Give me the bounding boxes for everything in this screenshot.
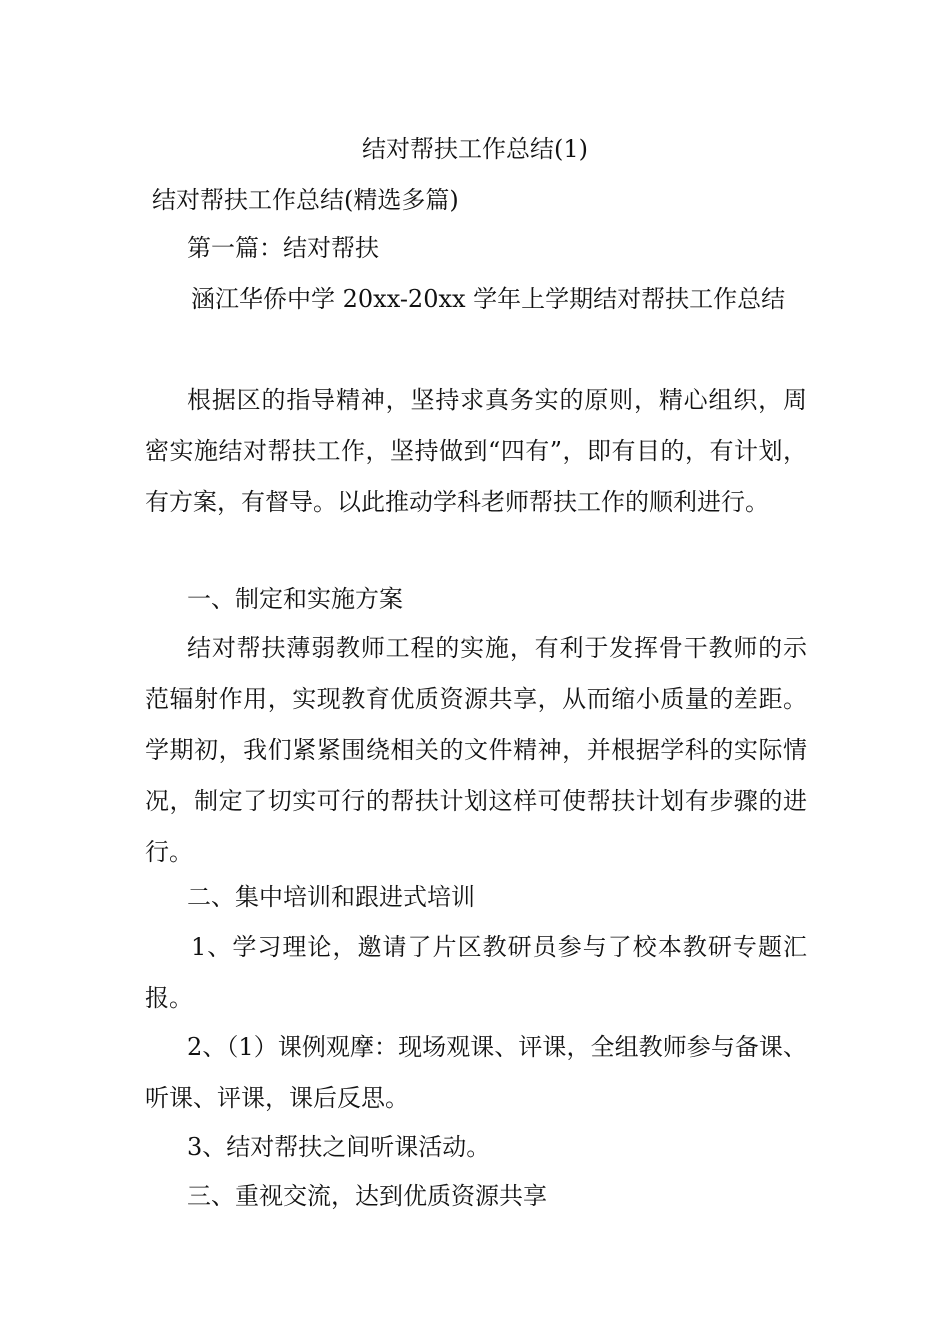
document-subtitle: 结对帮扶工作总结(精选多篇) xyxy=(152,186,459,214)
report-title: 涵江华侨中学 20xx-20xx 学年上学期结对帮扶工作总结 xyxy=(191,285,786,313)
item-3: 3、结对帮扶之间听课活动。 xyxy=(187,1133,491,1161)
section-2-heading: 二、集中培训和跟进式培训 xyxy=(187,883,475,911)
document-title: 结对帮扶工作总结(1) xyxy=(362,135,588,163)
intro-paragraph: 根据区的指导精神，坚持求真务实的原则，精心组织，周密实施结对帮扶工作，坚持做到“四有”，即有目的，有计划，有方案，有督导。以此推动学科老师帮扶工作的顺利进行。 xyxy=(145,386,807,516)
item-2: 2、（1）课例观摩：现场观课、评课，全组教师参与备课、听课、评课，课后反思。 xyxy=(145,1033,807,1112)
item-1: 1、学习理论，邀请了片区教研员参与了校本教研专题汇报。 xyxy=(145,933,807,1012)
section-1-heading: 一、制定和实施方案 xyxy=(187,585,403,613)
chapter-heading: 第一篇：结对帮扶 xyxy=(187,234,379,262)
section-1-paragraph: 结对帮扶薄弱教师工程的实施，有利于发挥骨干教师的示范辐射作用，实现教育优质资源共享，从而缩小质量的差距。学期初，我们紧紧围绕相关的文件精神，并根据学科的实际情况，制定了切实可行的帮扶计划这样可使帮扶计划有步骤的进行。 xyxy=(145,634,807,866)
section-3-heading: 三、重视交流，达到优质资源共享 xyxy=(187,1182,547,1210)
